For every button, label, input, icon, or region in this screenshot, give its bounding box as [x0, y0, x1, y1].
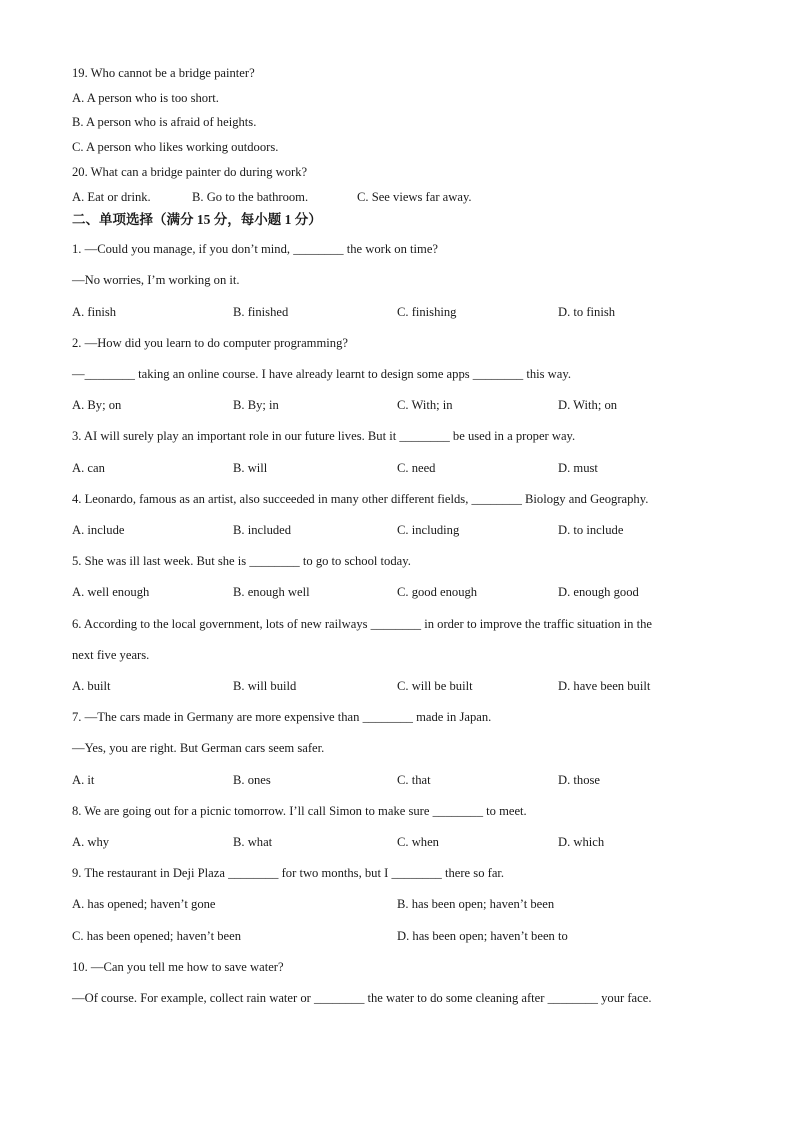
question-9-stem: 9. The restaurant in Deji Plaza ________ for two months, but I ________ there so far.: [72, 866, 505, 880]
question-19-option-b: B. A person who is afraid of heights.: [72, 115, 257, 129]
question-6-option-a: A. built: [72, 679, 111, 693]
question-4-option-d: D. to include: [558, 523, 624, 537]
question-3-option-d: D. must: [558, 461, 598, 475]
question-1-option-d: D. to finish: [558, 305, 616, 319]
question-5-option-d: D. enough good: [558, 585, 639, 599]
question-2-option-c: C. With; in: [397, 398, 453, 412]
question-9-option-d: D. has been open; haven’t been to: [397, 929, 568, 943]
question-3-option-c: C. need: [397, 461, 436, 475]
question-7-option-c: C. that: [397, 773, 431, 787]
question-6-option-b: B. will build: [233, 679, 297, 693]
question-1-line2: —No worries, I’m working on it.: [72, 273, 240, 287]
question-6-option-c: C. will be built: [397, 679, 473, 693]
question-8-option-a: A. why: [72, 835, 110, 849]
question-1-option-a: A. finish: [72, 305, 117, 319]
question-3-option-a: A. can: [72, 461, 105, 475]
section-heading: 二、单项选择（满分 15 分，每小题 1 分）: [72, 212, 322, 227]
question-4-option-a: A. include: [72, 523, 125, 537]
question-2-line2: —________ taking an online course. I have already learnt to design some apps ________ this way.: [72, 367, 571, 381]
question-7-option-a: A. it: [72, 773, 95, 787]
question-8-option-c: C. when: [397, 835, 439, 849]
question-7-line2: —Yes, you are right. But German cars seem safer.: [72, 741, 325, 755]
question-6-line2: next five years.: [72, 648, 150, 662]
question-2-stem: 2. —How did you learn to do computer programming?: [72, 336, 348, 350]
question-6-option-d: D. have been built: [558, 679, 651, 693]
question-5-option-a: A. well enough: [72, 585, 150, 599]
question-10-line2: —Of course. For example, collect rain water or ________ the water to do some cleaning after ________ your face.: [72, 991, 652, 1005]
question-2-option-a: A. By; on: [72, 398, 122, 412]
question-3-option-b: B. will: [233, 461, 268, 475]
question-2-option-d: D. With; on: [558, 398, 618, 412]
question-9-option-a: A. has opened; haven’t gone: [72, 897, 216, 911]
question-4-option-b: B. included: [233, 523, 292, 537]
question-20-option-c: C. See views far away.: [357, 190, 472, 204]
question-9-option-b: B. has been open; haven’t been: [397, 897, 555, 911]
question-6-stem: 6. According to the local government, lots of new railways ________ in order to improve the traffic situation in the: [72, 617, 652, 631]
question-8-option-b: B. what: [233, 835, 273, 849]
question-5-option-c: C. good enough: [397, 585, 478, 599]
question-20-option-b: B. Go to the bathroom.: [192, 190, 309, 204]
question-10-stem: 10. —Can you tell me how to save water?: [72, 960, 284, 974]
question-8-option-d: D. which: [558, 835, 605, 849]
question-3-stem: 3. AI will surely play an important role in our future lives. But it ________ be used in a proper way.: [72, 429, 576, 443]
question-7-stem: 7. —The cars made in Germany are more expensive than ________ made in Japan.: [72, 710, 492, 724]
question-4-option-c: C. including: [397, 523, 460, 537]
question-19-option-c: C. A person who likes working outdoors.: [72, 140, 279, 154]
question-5-option-b: B. enough well: [233, 585, 310, 599]
question-9-option-c: C. has been opened; haven’t been: [72, 929, 242, 943]
question-2-option-b: B. By; in: [233, 398, 279, 412]
question-19-stem: 19. Who cannot be a bridge painter?: [72, 66, 255, 80]
question-7-option-b: B. ones: [233, 773, 271, 787]
question-5-stem: 5. She was ill last week. But she is ________ to go to school today.: [72, 554, 411, 568]
question-1-option-b: B. finished: [233, 305, 289, 319]
question-20-stem: 20. What can a bridge painter do during work?: [72, 165, 308, 179]
question-7-option-d: D. those: [558, 773, 600, 787]
question-20-option-a: A. Eat or drink.: [72, 190, 151, 204]
question-19-option-a: A. A person who is too short.: [72, 91, 219, 105]
question-1-option-c: C. finishing: [397, 305, 457, 319]
question-4-stem: 4. Leonardo, famous as an artist, also succeeded in many other different fields, ________ Biology and Geography.: [72, 492, 649, 506]
question-8-stem: 8. We are going out for a picnic tomorrow. I’ll call Simon to make sure ________ to meet.: [72, 804, 527, 818]
question-1-stem: 1. —Could you manage, if you don’t mind, ________ the work on time?: [72, 242, 438, 256]
